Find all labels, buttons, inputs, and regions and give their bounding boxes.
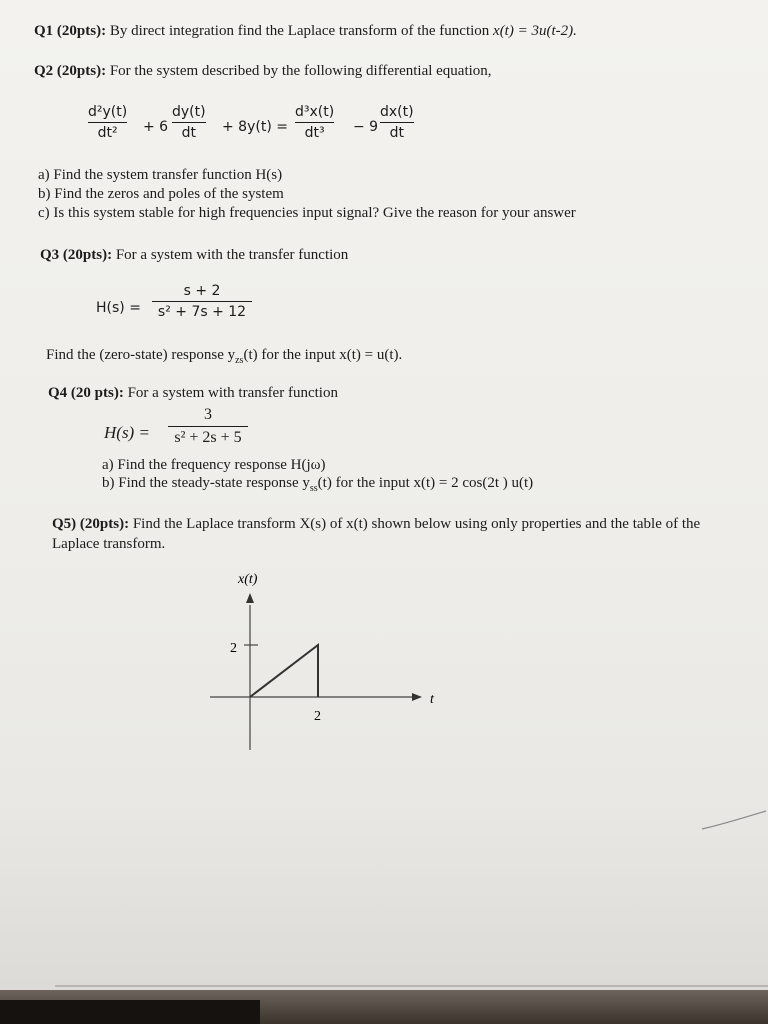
q4-fraction (168, 406, 248, 447)
q1-function: x(t) = 3u(t-2). (493, 23, 577, 39)
q4-b-text: b) Find the steady-state response y (102, 475, 310, 491)
eq-op-2: − 9 (353, 119, 379, 135)
q3-lhs: H(s) = (96, 300, 141, 316)
eq-t1-den: dt² (97, 125, 118, 141)
eq-term-2 (172, 104, 206, 141)
signal-graph (200, 565, 460, 755)
signal-line (250, 645, 318, 697)
x-axis-arrow-icon (412, 693, 422, 701)
q4-label: Q4 (20 pts): (48, 385, 124, 401)
q2-part-a: a) Find the system transfer function H(s) (38, 167, 283, 183)
q3-numerator: s + 2 (183, 283, 221, 299)
question-3 (40, 246, 348, 264)
q3-text: For a system with the transfer function (112, 247, 349, 263)
question-2 (34, 62, 492, 80)
eq-t4-den: dt (389, 125, 404, 141)
eq-t1-num: d²y(t) (88, 104, 128, 120)
q4-numerator: 3 (204, 406, 212, 423)
q2-part-b: b) Find the zeros and poles of the system (38, 186, 284, 202)
q4-b-rest: (t) for the input x(t) = 2 cos(2t ) u(t) (317, 475, 534, 491)
q1-text: By direct integration find the Laplace transform of the function (106, 23, 494, 39)
q2-text: For the system described by the following differential equation, (106, 63, 492, 79)
y-axis-arrow-icon (246, 593, 254, 603)
eq-term-4 (380, 104, 414, 141)
question-5 (52, 515, 700, 533)
q2-label: Q2 (20pts): (34, 63, 107, 79)
q3-find (46, 346, 402, 370)
q3-denominator: s² + 7s + 12 (157, 304, 247, 320)
q3-find-text: Find the (zero-state) response y (46, 347, 236, 363)
q4-part-b (102, 474, 533, 498)
q3-subscript: zs (235, 355, 244, 366)
graph-x-label: t (430, 692, 434, 707)
pen-mark (700, 805, 768, 835)
eq-t3-den: dt³ (304, 125, 325, 141)
q5-text: Find the Laplace transform X(s) of x(t) shown below using only properties and the table of the (129, 516, 701, 532)
x-tick-label: 2 (314, 709, 321, 724)
q5-line-2: Laplace transform. (52, 536, 166, 552)
q4-b-subscript: ss (309, 483, 318, 494)
eq-mid: + 8y(t) = (222, 119, 288, 135)
q4-text: For a system with transfer function (123, 385, 338, 401)
eq-t4-num: dx(t) (380, 104, 414, 120)
eq-term-3 (295, 104, 334, 141)
q2-part-c: c) Is this system stable for high frequencies input signal? Give the reason for your answer (38, 205, 576, 221)
q3-fraction (152, 283, 252, 320)
graph-y-label: x(t) (238, 572, 258, 587)
q1-label: Q1 (20pts): (34, 23, 107, 39)
background-shadow (0, 1000, 260, 1024)
paper-edge (55, 985, 768, 987)
q3-find-rest: (t) for the input x(t) = u(t). (243, 347, 403, 363)
q4-denominator: s² + 2s + 5 (174, 429, 242, 446)
eq-term-1 (88, 104, 127, 141)
q5-label: Q5) (20pts): (52, 516, 130, 532)
eq-t3-num: d³x(t) (295, 104, 335, 120)
eq-t2-den: dt (181, 125, 196, 141)
y-tick-label: 2 (230, 641, 237, 656)
q3-label: Q3 (20pts): (40, 247, 113, 263)
q4-part-a: a) Find the frequency response H(jω) (102, 457, 326, 473)
eq-op-1: + 6 (143, 119, 169, 135)
question-4 (48, 384, 338, 402)
question-1 (34, 22, 577, 40)
q4-lhs: H(s) = (104, 423, 150, 442)
eq-t2-num: dy(t) (172, 104, 206, 120)
